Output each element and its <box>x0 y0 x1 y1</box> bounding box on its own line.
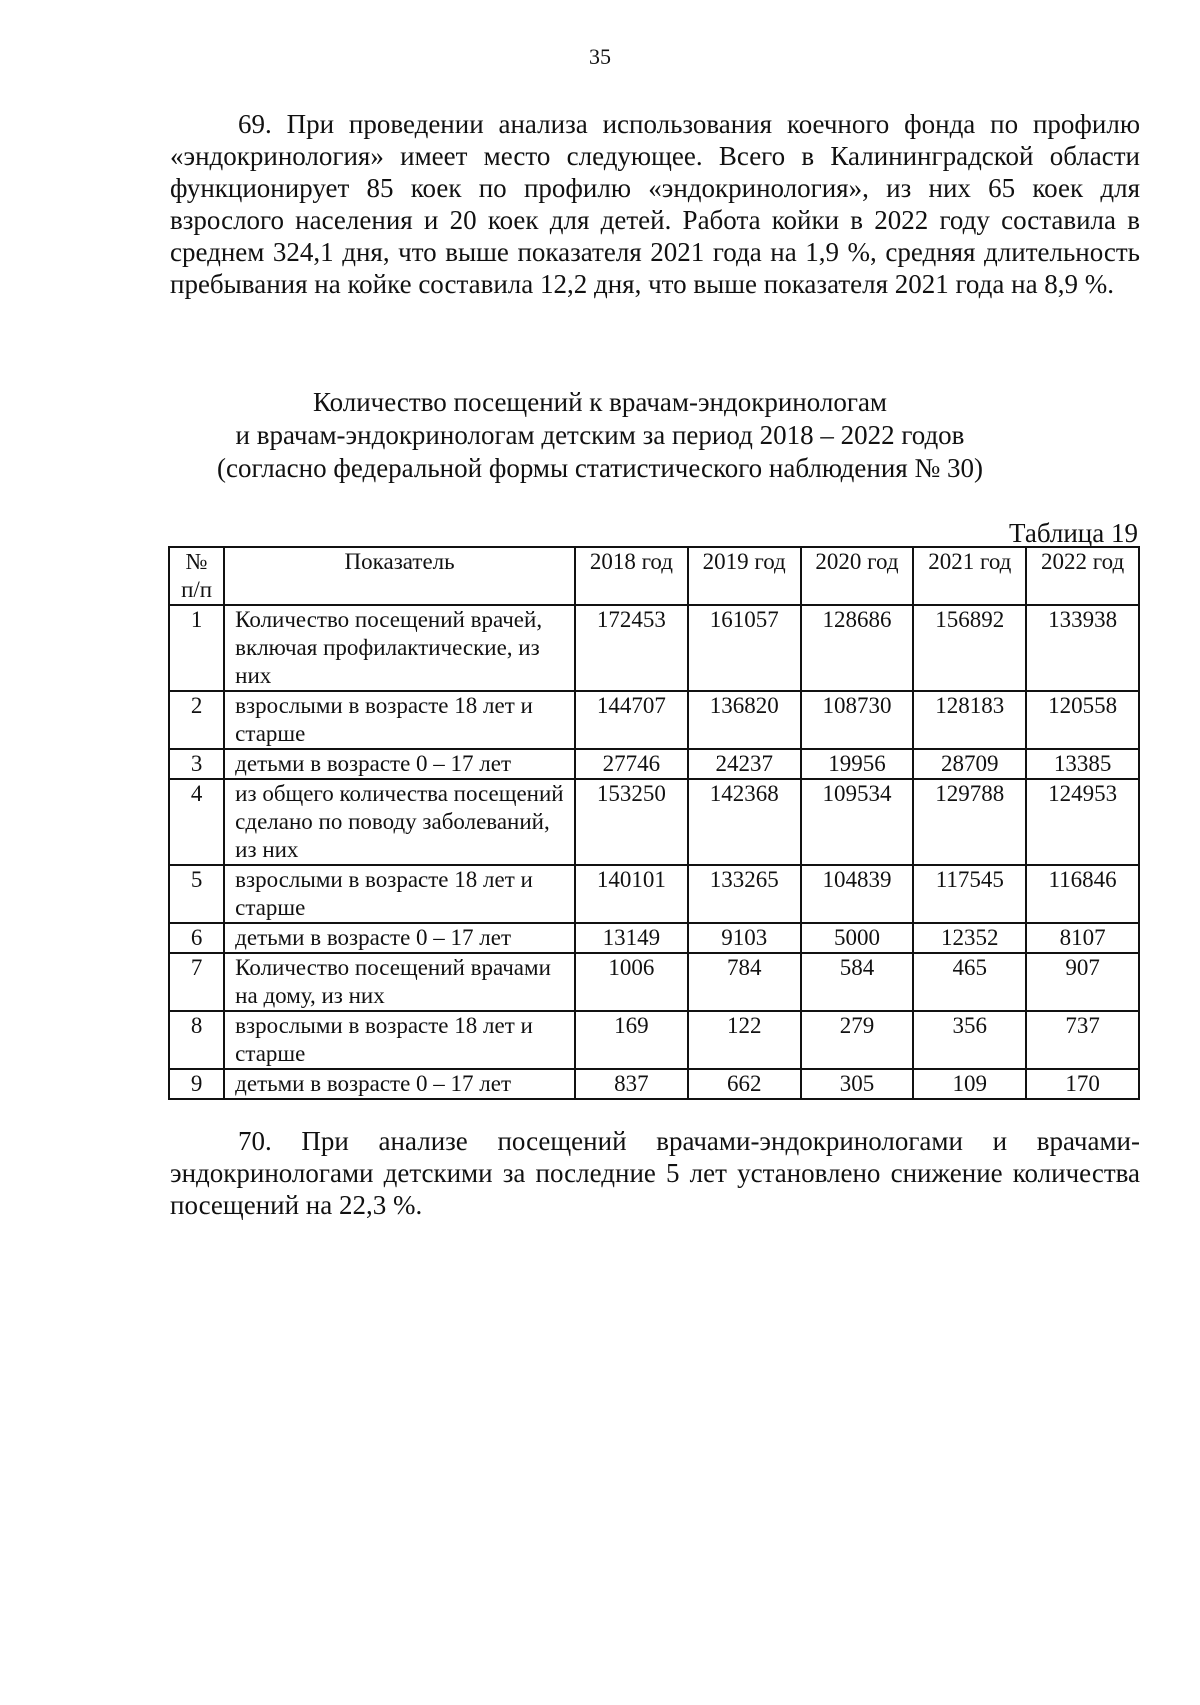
row-number: 2 <box>169 691 224 749</box>
row-value: 737 <box>1026 1011 1139 1069</box>
row-value: 13385 <box>1026 749 1139 779</box>
row-indicator: взрослыми в возрасте 18 лет и старше <box>224 865 575 923</box>
header-2022: 2022 год <box>1026 547 1139 605</box>
table-row <box>169 923 1139 953</box>
table-row <box>169 779 1139 865</box>
row-value: 170 <box>1026 1069 1139 1099</box>
table-row <box>169 1069 1139 1099</box>
paragraph-70-text: 70. При анализе посещений врачами-эндокринологами и врачами-эндокринологами детскими за последние 5 лет установлено снижение количества посещений на 22,3 %. <box>170 1126 1140 1220</box>
table-row <box>169 953 1139 1011</box>
caption-line-2: и врачам-эндокринологам детским за период 2018 – 2022 годов <box>235 420 965 450</box>
row-indicator: детьми в возрасте 0 – 17 лет <box>224 1069 575 1099</box>
header-2019: 2019 год <box>688 547 801 605</box>
row-indicator: взрослыми в возрасте 18 лет и старше <box>224 691 575 749</box>
row-value: 104839 <box>801 865 914 923</box>
row-indicator: Количество посещений врачей, включая профилактические, из них <box>224 605 575 691</box>
row-value: 133938 <box>1026 605 1139 691</box>
row-value: 124953 <box>1026 779 1139 865</box>
row-value: 9103 <box>688 923 801 953</box>
row-value: 109534 <box>801 779 914 865</box>
table-row <box>169 1011 1139 1069</box>
row-value: 28709 <box>913 749 1026 779</box>
row-number: 8 <box>169 1011 224 1069</box>
row-value: 117545 <box>913 865 1026 923</box>
row-value: 129788 <box>913 779 1026 865</box>
row-value: 662 <box>688 1069 801 1099</box>
row-value: 116846 <box>1026 865 1139 923</box>
row-value: 13149 <box>575 923 688 953</box>
table-row <box>169 749 1139 779</box>
row-value: 907 <box>1026 953 1139 1011</box>
row-number: 6 <box>169 923 224 953</box>
row-value: 169 <box>575 1011 688 1069</box>
row-number: 1 <box>169 605 224 691</box>
row-indicator: детьми в возрасте 0 – 17 лет <box>224 923 575 953</box>
row-value: 109 <box>913 1069 1026 1099</box>
row-value: 19956 <box>801 749 914 779</box>
paragraph-70 <box>170 1125 1140 1221</box>
row-value: 837 <box>575 1069 688 1099</box>
row-value: 279 <box>801 1011 914 1069</box>
row-value: 27746 <box>575 749 688 779</box>
table-row <box>169 605 1139 691</box>
page-number: 35 <box>589 44 611 69</box>
table-header-row <box>169 547 1139 605</box>
caption-line-1: Количество посещений к врачам-эндокринологам <box>312 387 888 417</box>
row-value: 8107 <box>1026 923 1139 953</box>
header-indicator: Показатель <box>224 547 575 605</box>
header-number: № п/п <box>169 547 224 605</box>
table-row <box>169 691 1139 749</box>
row-value: 356 <box>913 1011 1026 1069</box>
row-indicator: из общего количества посещений сделано по поводу заболеваний, из них <box>224 779 575 865</box>
row-value: 153250 <box>575 779 688 865</box>
table-body <box>169 605 1139 1099</box>
row-value: 784 <box>688 953 801 1011</box>
row-value: 142368 <box>688 779 801 865</box>
row-value: 128183 <box>913 691 1026 749</box>
row-value: 12352 <box>913 923 1026 953</box>
row-value: 136820 <box>688 691 801 749</box>
header-2020: 2020 год <box>801 547 914 605</box>
caption-line-3: (согласно федеральной формы статистического наблюдения № 30) <box>217 453 983 483</box>
row-value: 465 <box>913 953 1026 1011</box>
row-number: 3 <box>169 749 224 779</box>
table-row <box>169 865 1139 923</box>
row-value: 5000 <box>801 923 914 953</box>
row-number: 4 <box>169 779 224 865</box>
paragraph-69-text: 69. При проведении анализа использования коечного фонда по профилю «эндокринология» имеет место следующее. Всего в Калининградской области функционирует 85 коек по профилю «эндокринология», из них 65 коек для взрослого населения и 20 коек для детей. Работа койки в 2022 году составила в среднем 324,1 дня, что выше показателя 2021 года на 1,9 %, средняя длительность пребывания на койке составила 12,2 дня, что выше показателя 2021 года на 8,9 %. <box>170 109 1140 299</box>
row-indicator: детьми в возрасте 0 – 17 лет <box>224 749 575 779</box>
row-number: 5 <box>169 865 224 923</box>
row-indicator: взрослыми в возрасте 18 лет и старше <box>224 1011 575 1069</box>
row-value: 133265 <box>688 865 801 923</box>
row-value: 140101 <box>575 865 688 923</box>
row-value: 108730 <box>801 691 914 749</box>
row-value: 156892 <box>913 605 1026 691</box>
row-value: 584 <box>801 953 914 1011</box>
header-2018: 2018 год <box>575 547 688 605</box>
row-number: 9 <box>169 1069 224 1099</box>
row-value: 122 <box>688 1011 801 1069</box>
row-value: 1006 <box>575 953 688 1011</box>
row-value: 128686 <box>801 605 914 691</box>
row-value: 120558 <box>1026 691 1139 749</box>
row-number: 7 <box>169 953 224 1011</box>
row-value: 305 <box>801 1069 914 1099</box>
paragraph-69 <box>170 108 1140 300</box>
table-label: Таблица 19 <box>1009 518 1138 548</box>
header-2021: 2021 год <box>913 547 1026 605</box>
table-caption <box>0 386 1200 485</box>
row-indicator: Количество посещений врачами на дому, из них <box>224 953 575 1011</box>
row-value: 144707 <box>575 691 688 749</box>
row-value: 24237 <box>688 749 801 779</box>
row-value: 172453 <box>575 605 688 691</box>
row-value: 161057 <box>688 605 801 691</box>
visits-table <box>168 546 1140 1100</box>
